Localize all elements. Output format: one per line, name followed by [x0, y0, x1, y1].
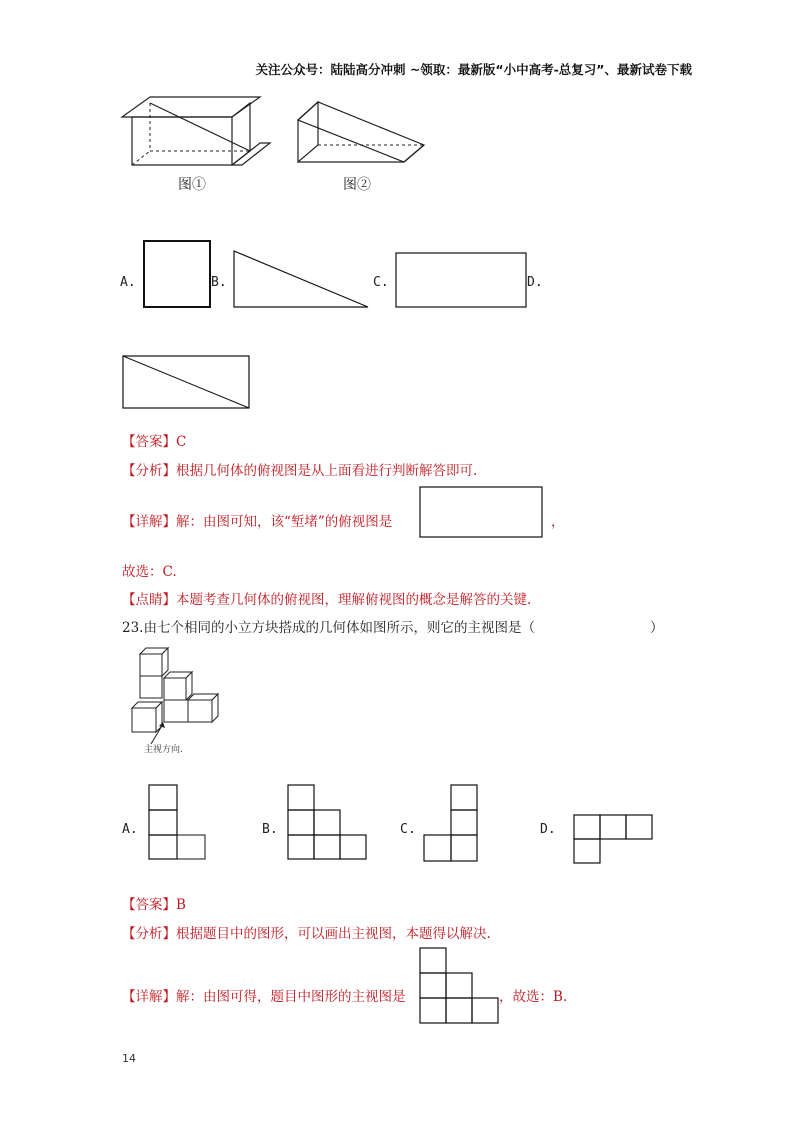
comment-text: 本题考查几何体的俯视图，理解俯视图的概念是解答的关键.: [176, 592, 532, 608]
figure-1-caption: 图①: [178, 177, 206, 193]
view-direction-caption: 主视方向.: [144, 745, 183, 755]
q23-option-a-figure[interactable]: [148, 784, 206, 860]
page-header: 关注公众号：陆陆高分冲刺 ~领取：最新版“小中高考-总复习”、最新试卷下载: [255, 62, 692, 77]
q23-analysis-tag: 【分析】: [122, 926, 176, 942]
q23-detail-after: ，故选：B.: [499, 989, 568, 1005]
detail-tag: 【详解】: [122, 514, 176, 530]
detail-after: ，: [551, 514, 565, 530]
cubes-3d-figure: [130, 646, 226, 736]
analysis-line: [122, 459, 477, 479]
answer-line: [122, 430, 186, 450]
detail-line: [122, 510, 392, 530]
figure-2-wedge: [296, 100, 426, 165]
q23-detail-line: [122, 985, 406, 1005]
comment-tag: 【点睛】: [122, 592, 176, 608]
q23-answer-tag: 【答案】: [122, 897, 176, 913]
q23-answer-line: [122, 893, 186, 913]
detail-top-view-figure: [419, 486, 543, 538]
answer-value: C: [176, 434, 187, 450]
figure-2-caption: 图②: [343, 177, 371, 193]
option-b-triangle[interactable]: [233, 250, 369, 308]
option-c-label[interactable]: C.: [373, 275, 389, 290]
q23-detail-text: 解：由图可得，题目中图形的主视图是: [176, 989, 406, 1005]
detail-text: 解：由图可知，该“堑堵”的俯视图是: [176, 514, 393, 530]
q23-analysis-line: [122, 922, 491, 942]
q23-option-d-figure[interactable]: [573, 814, 653, 864]
q23-analysis-text: 根据题目中的图形，可以画出主视图，本题得以解决.: [176, 926, 491, 942]
q23-option-a-label[interactable]: A.: [122, 822, 138, 837]
analysis-text: 根据几何体的俯视图是从上面看进行判断解答即可.: [176, 463, 478, 479]
answer-tag: 【答案】: [122, 434, 176, 450]
q23-option-b-figure[interactable]: [287, 784, 367, 860]
option-b-label[interactable]: B.: [211, 275, 227, 290]
comment-line: [122, 588, 531, 608]
option-a-label[interactable]: A.: [120, 275, 136, 290]
q23-option-d-label[interactable]: D.: [540, 822, 556, 837]
option-c-rectangle[interactable]: [395, 252, 527, 308]
choice-line: 故选：C.: [122, 564, 177, 580]
question-23-close: ）: [650, 620, 664, 636]
option-a-square[interactable]: [143, 240, 211, 308]
q23-detail-tag: 【详解】: [122, 989, 176, 1005]
page-number: 14: [122, 1052, 136, 1065]
question-23-text: 23.由七个相同的小立方块搭成的几何体如图所示，则它的主视图是（: [122, 620, 535, 636]
q23-detail-front-view-figure: [419, 947, 499, 1025]
q23-option-b-label[interactable]: B.: [262, 822, 278, 837]
option-d-rectangle-diagonal[interactable]: [122, 355, 250, 409]
option-d-label[interactable]: D.: [527, 275, 543, 290]
figure-1-prism: [120, 95, 270, 175]
q23-answer-value: B: [176, 897, 186, 913]
q23-option-c-label[interactable]: C.: [400, 822, 416, 837]
q23-option-c-figure[interactable]: [423, 784, 479, 862]
analysis-tag: 【分析】: [122, 463, 176, 479]
